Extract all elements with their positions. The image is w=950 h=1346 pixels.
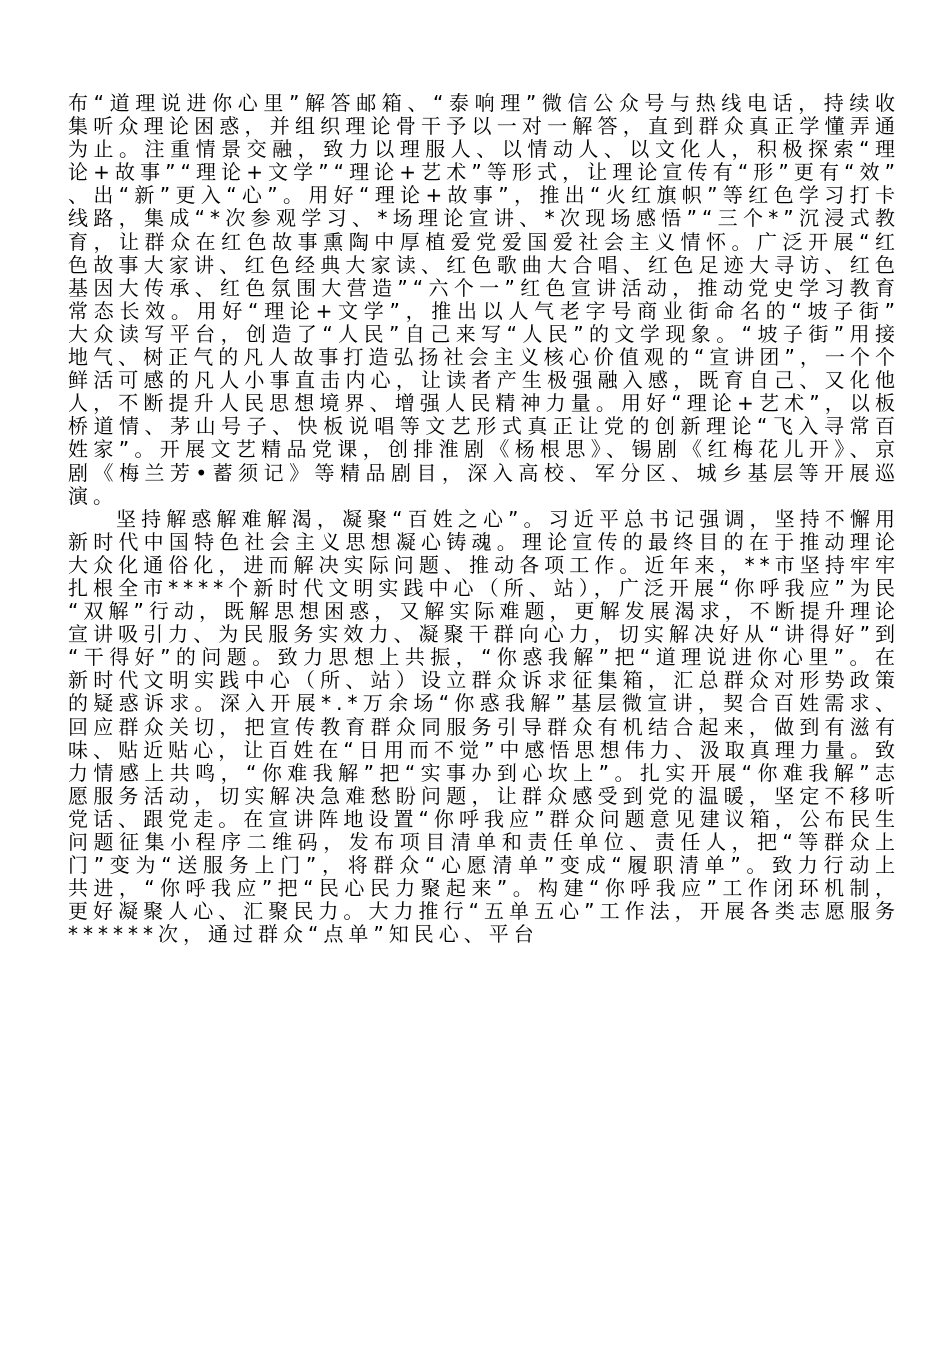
document-page: [68, 92, 900, 946]
body-paragraph-1: 布“道理说进你心里”解答邮箱、“泰响理”微信公众号与热线电话，持续收集听众理论困惑，并组织理论骨干予以一对一解答，直到群众真正学懂弄通为止。注重情景交融，致力以理服人、以情动人、以文化人，积极探索“理论+故事”“理论+文学”“理论+艺术”等形式，让理论宣传有“形”更有“效”、出“新”更入“心”。用好“理论+故事”，推出“火红旗帜”等红色学习打卡线路，集成“*次参观学习、*场理论宣讲、*次现场感悟”“三个*”沉浸式教育，让群众在红色故事熏陶中厚植爱党爱国爱社会主义情怀。广泛开展“红色故事大家讲、红色经典大家读、红色歌曲大合唱、红色足迹大寻访、红色基因大传承、红色氛围大营造”“六个一”红色宣讲活动，推动党史学习教育常态长效。用好“理论+文学”，推出以人气老字号商业街命名的“坡子街”大众读写平台，创造了“人民”自己来写“人民”的文学现象。“坡子街”用接地气、树正气的凡人故事打造弘扬社会主义核心价值观的“宣讲团”，一个个鲜活可感的凡人小事直击内心，让读者产生极强融入感，既育自己、又化他人，不断提升人民思想境界、增强人民精神力量。用好“理论+艺术”，以板桥道情、茅山号子、快板说唱等文艺形式真正让党的创新理论“飞入寻常百姓家”。开展文艺精品党课，创排淮剧《杨根思》、锡剧《红梅花儿开》、京剧《梅兰芳•蓄须记》等精品剧目，深入高校、军分区、城乡基层等开展巡演。: [68, 91, 900, 508]
body-paragraph-2: 坚持解惑解难解渴，凝聚“百姓之心”。习近平总书记强调，坚持不懈用新时代中国特色社会主义思想凝心铸魂。理论宣传的最终目的在于推动理论大众化通俗化，进而解决实际问题、推动各项工作。近年来，**市坚持牢牢扎根全市****个新时代文明实践中心（所、站），广泛开展“你呼我应”为民“双解”行动，既解思想困惑，又解实际难题，更解发展渴求，不断提升理论宣讲吸引力、为民服务实效力、凝聚干群向心力，切实解决好从“讲得好”到“干得好”的问题。致力思想上共振，“你惑我解”把“道理说进你心里”。在新时代文明实践中心（所、站）设立群众诉求征集箱，汇总群众对形势政策的疑惑诉求。深入开展*.*万余场“你惑我解”基层微宣讲，契合百姓需求、回应群众关切，把宣传教育群众同服务引导群众有机结合起来，做到有滋有味、贴近贴心，让百姓在“日用而不觉”中感悟思想伟力、汲取真理力量。致力情感上共鸣，“你难我解”把“实事办到心坎上”。扎实开展“你难我解”志愿服务活动，切实解决急难愁盼问题，让群众感受到党的温暖，坚定不移听党话、跟党走。在宣讲阵地设置“你呼我应”群众问题意见建议箱，公布民生问题征集小程序二维码，发布项目清单和责任单位、责任人，把“等群众上门”变为“送服务上门”，将群众“心愿清单”变成“履职清单”。致力行动上共进，“你呼我应”把“民心民力聚起来”。构建“你呼我应”工作闭环机制，更好凝聚人心、汇聚民力。大力推行“五单五心”工作法，开展各类志愿服务******次，通过群众“点单”知民心、平台: [68, 506, 900, 947]
